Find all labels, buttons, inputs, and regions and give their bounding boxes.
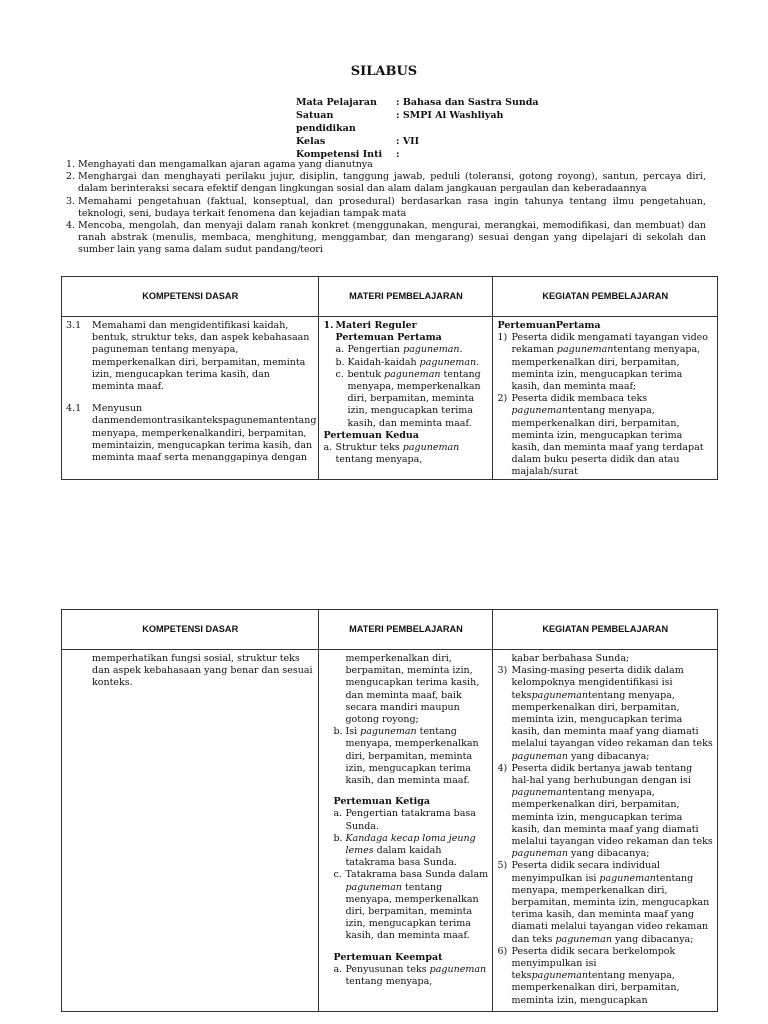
list-text: Menghayati dan mengamalkan ajaran agama yang dianutnya xyxy=(78,159,373,170)
meta-key: Satuan pendidikan xyxy=(296,110,356,134)
kd-text: Menyusun danmendemontrasikantekspagunemantentang menyapa, memperkenalkandiri, berpamitan, memintaizin, mengucapkan terima kasih, dan meminta maaf serta menanggapinya dengan xyxy=(92,403,317,464)
header-materi: MATERI PEMBELAJARAN xyxy=(319,277,493,317)
kd-number: 3.1 xyxy=(66,320,82,331)
list-item: c. bentuk paguneman tentang menyapa, memperkenalkan diri, berpamitan, meminta izin, mengucapkan terima kasih, dan meminta maaf. xyxy=(335,368,481,429)
syllabus-table-1 xyxy=(61,276,718,480)
kompetensi-inti-list xyxy=(66,159,706,257)
list-number: 3. xyxy=(66,195,76,207)
list-item: 4) Peserta didik bertanya jawab tentang hal-hal yang berhubungan dengan isi pagunemantentang menyapa, memperkenalkan diri, berpamitan, meminta izin, mengucapkan terima kasih, dan meminta maaf yang diamati melalui tayangan video rekaman dan teks paguneman yang dibacanya; xyxy=(497,762,713,860)
list-number: 4. xyxy=(66,220,76,232)
kd-item xyxy=(66,320,314,393)
meta-value: : SMPI Al Washliyah xyxy=(396,110,504,121)
list-item: a. Pengertian paguneman. xyxy=(335,344,463,356)
list-item: a. Pengertian tatakrama basa Sunda. xyxy=(333,808,476,832)
list-text: Menghargai dan menghayati perilaku jujur, disiplin, tanggung jawab, peduli (toleransi, gotong royong), santun, percaya diri, dalam berinteraksi secara efektif dengan lingkungan sosial dan alam dalam jangkauan pergaulan dan keberadaannya xyxy=(78,171,706,195)
list-item xyxy=(66,159,706,171)
list-text: Mencoba, mengolah, dan menyaji dalam ranah konkret (menggunakan, mengurai, merangkai, memodifikasi, dan membuat) dan ranah abstrak (menulis, membaca, menghitung, menggambar, dan mengarang) sesuai dengan yang dipelajari di sekolah dan sumber lain yang sama dalam sudut pandang/teori xyxy=(78,220,706,256)
meeting-title: Pertemuan Ketiga xyxy=(333,796,431,808)
header-materi: MATERI PEMBELAJARAN xyxy=(319,610,493,650)
list-item: c. Tatakrama basa Sunda dalam paguneman tentang menyapa, memperkenalkan diri, berpamitan, meminta izin, mengucapkan terima kasih, dan meminta maaf. xyxy=(333,869,489,942)
meta-value: : VII xyxy=(396,136,420,147)
kegiatan-cell xyxy=(493,317,718,480)
table-row xyxy=(62,650,718,1012)
kd-text: memperhatikan fungsi sosial, struktur teks dan aspek kebahasaan yang benar dan sesuai konteks. xyxy=(92,653,313,689)
page-title: SILABUS xyxy=(350,64,418,79)
header-kompetensi-dasar: KOMPETENSI DASAR xyxy=(62,610,319,650)
list-item: a. Struktur teks paguneman tentang menyapa, xyxy=(323,442,460,466)
kd-cell xyxy=(62,650,319,1012)
list-continuation: memperkenalkan diri, berpamitan, meminta izin, mengucapkan terima kasih, dan meminta maaf, baik secara mandiri maupun gotong royong; xyxy=(345,653,480,726)
meeting-title: PertemuanPertama xyxy=(497,320,601,331)
meta-block xyxy=(296,96,539,161)
kd-number: 4.1 xyxy=(66,403,82,415)
list-number: 1. xyxy=(66,159,76,170)
kegiatan-cell xyxy=(493,650,718,1012)
meta-row xyxy=(296,96,539,109)
list-text: Memahami pengetahuan (faktual, konseptual, dan prosedural) berdasarkan rasa ingin tahunya tentang ilmu pengetahuan, teknologi, seni, budaya terkait fenomena dan kejadian tampak mata xyxy=(78,195,706,219)
list-item xyxy=(66,220,706,257)
meta-row xyxy=(296,109,539,135)
table-header-row xyxy=(62,277,718,317)
kd-text: Memahami dan mengidentifikasi kaidah, bentuk, struktur teks, dan aspek kebahasaan paguneman tentang menyapa, memperkenalkan diri, berpamitan, meminta izin, mengucapkan terima kasih, dan meminta maaf. xyxy=(92,320,310,393)
list-item: 2) Peserta didik membaca teks pagunemantentang menyapa, memperkenalkan diri, berpamitan, meminta izin, mengucapkan terima kasih, dan meminta maaf yang terdapat dalam buku peserta didik dan atau majalah/surat xyxy=(497,393,704,478)
syllabus-table-2 xyxy=(61,609,718,1012)
list-item: 5) Peserta didik secara individual menyimpulkan isi pagunemantentang menyapa, memperkenalkan diri, berpamitan, meminta izin, mengucapkan terima kasih, dan meminta maaf yang diamati melalui tayangan video rekaman dan teks paguneman yang dibacanya; xyxy=(497,860,710,945)
header-kegiatan: KEGIATAN PEMBELAJARAN xyxy=(493,277,718,317)
meeting-title: Pertemuan Kedua xyxy=(323,429,419,441)
materi-heading: 1. Materi Reguler xyxy=(323,320,417,331)
meta-row xyxy=(296,135,539,148)
meeting-title: Pertemuan Pertama xyxy=(335,332,442,344)
table-header-row xyxy=(62,610,718,650)
kd-cell xyxy=(62,317,319,480)
meeting-title: Pertemuan Keempat xyxy=(333,951,443,963)
list-item: b. Kaidah-kaidah paguneman. xyxy=(335,356,480,368)
kd-item xyxy=(66,403,317,464)
list-item: b. Isi paguneman tentang menyapa, memperkenalkan diri, berpamitan, meminta izin, mengucapkan terima kasih, dan meminta maaf. xyxy=(333,726,479,787)
list-continuation: kabar berbahasa Sunda; xyxy=(511,653,630,664)
list-item xyxy=(66,196,706,220)
list-number: 2. xyxy=(66,171,76,183)
table-row xyxy=(62,317,718,480)
header-kompetensi-dasar: KOMPETENSI DASAR xyxy=(62,277,319,317)
list-item: 3) Masing-masing peserta didik dalam kelompoknya mengidentifikasi isi tekspagunemantentang menyapa, memperkenalkan diri, berpamitan, meminta izin, mengucapkan terima kasih, dan meminta maaf yang diamati melalui tayangan video rekaman dan teks paguneman yang dibacanya; xyxy=(497,665,713,762)
meta-value: : xyxy=(396,149,400,160)
meta-key: Mata Pelajaran xyxy=(296,97,377,108)
materi-cell xyxy=(319,650,493,1012)
list-item: b. Kandaga kecap loma jeung lemes dalam kaidah tatakrama basa Sunda. xyxy=(333,832,476,869)
list-item: a. Penyusunan teks paguneman tentang menyapa, xyxy=(333,963,487,988)
list-item xyxy=(66,171,706,195)
list-item: 1) Peserta didik mengamati tayangan video rekaman pagunemantentang menyapa, memperkenalkan diri, berpamitan, meminta izin, mengucapkan terima kasih, dan meminta maaf; xyxy=(497,332,709,393)
header-kegiatan: KEGIATAN PEMBELAJARAN xyxy=(493,610,718,650)
materi-cell xyxy=(319,317,493,480)
list-item: 6) Peserta didik secara berkelompok menyimpulkan isi tekspagunemantentang menyapa, memperkenalkan diri, berpamitan, meminta izin, mengucapkan xyxy=(497,945,680,1006)
meta-value: : Bahasa dan Sastra Sunda xyxy=(396,97,539,108)
meta-key: Kompetensi Inti xyxy=(296,149,383,160)
meta-key: Kelas xyxy=(296,136,326,147)
